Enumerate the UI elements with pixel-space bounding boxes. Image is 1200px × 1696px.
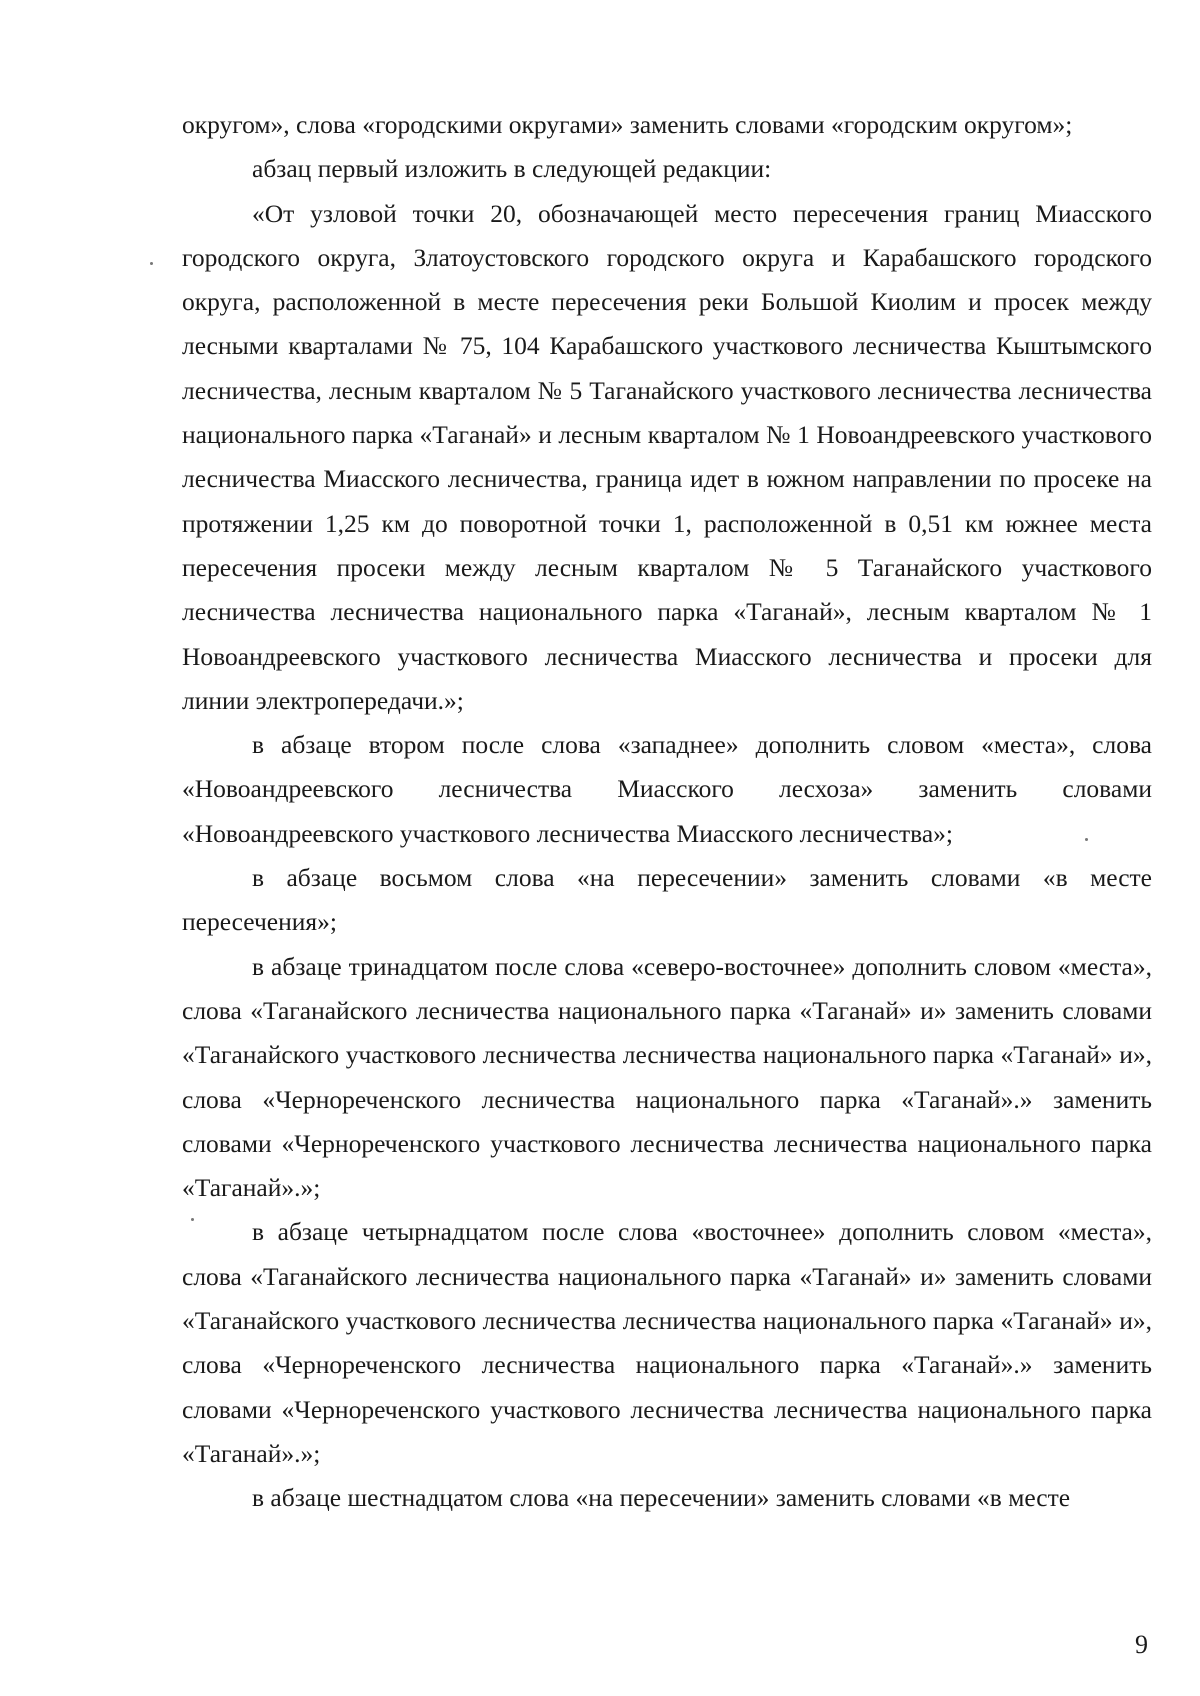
- scan-speck: [191, 1218, 194, 1221]
- scan-speck: [1085, 838, 1088, 841]
- paragraph-thirteenth-abzac: в абзаце тринадцатом после слова «северо-восточнее» дополнить словом «места», слова «Таганайского лесничества национального парка «Таганай» и» заменить словами «Таганайского участкового лесничества лесничества национального парка «Таганай» и», слова «Чернореченского лесничества национального парка «Таганай».» заменить словами «Чернореченского участкового лесничества лесничества национального парка «Таганай».»;: [182, 951, 1152, 1203]
- paragraph-boundary-description: «От узловой точки 20, обозначающей место пересечения границ Миасского городского округа, Златоустовского городского округа и Карабашского городского округа, расположенной в месте пересечения реки Большой Киолим и просек между лесными кварталами № 75, 104 Карабашского участкового лесничества Кыштымского лесничества, лесным кварталом № 5 Таганайского участкового лесничества лесничества национального парка «Таганай» и лесным кварталом № 1 Новоандреевского участкового лесничества Миасского лесничества, граница идет в южном направлении по просеке на протяжении 1,25 км до поворотной точки 1, расположенной в 0,51 км южнее места пересечения просеки между лесным кварталом № 5 Таганайского участкового лесничества лесничества национального парка «Таганай», лесным кварталом № 1 Новоандреевского участкового лесничества Миасского лесничества и просеки для линии электропередачи.»;: [182, 198, 1152, 715]
- paragraph-second-abzac: в абзаце втором после слова «западнее» дополнить словом «места», слова «Новоандреевского лесничества Миасского лесхоза» заменить словами «Новоандреевского участкового лесничества Миасского лесничества»;: [182, 730, 1152, 848]
- paragraph-first-abzac: абзац первый изложить в следующей редакции:: [252, 154, 772, 184]
- document-body: [182, 103, 1152, 1521]
- paragraph-fourteenth-abzac: в абзаце четырнадцатом после слова «восточнее» дополнить словом «места», слова «Таганайского лесничества национального парка «Таганай» и» заменить словами «Таганайского участкового лесничества лесничества национального парка «Таганай» и», слова «Чернореченского лесничества национального парка «Таганай».» заменить словами «Чернореченского участкового лесничества лесничества национального парка «Таганай».»;: [182, 1217, 1152, 1468]
- scan-speck: [150, 262, 153, 265]
- page-number: 9: [1135, 1630, 1148, 1659]
- paragraph-continuation: округом», слова «городскими округами» заменить словами «городским округом»;: [182, 110, 1073, 139]
- paragraph-eighth-abzac: в абзаце восьмом слова «на пересечении» заменить словами «в месте пересечения»;: [182, 863, 1152, 937]
- paragraph-sixteenth-abzac: в абзаце шестнадцатом слова «на пересечении» заменить словами «в месте: [252, 1483, 1071, 1513]
